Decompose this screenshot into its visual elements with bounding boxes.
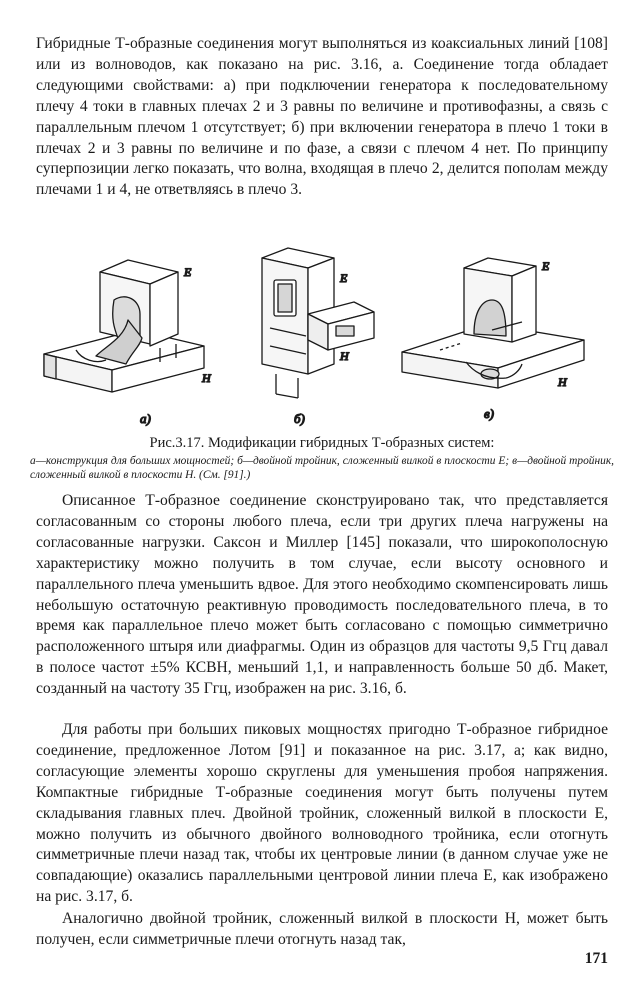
drawing-b-e-plane-folded-tee	[262, 248, 374, 398]
page-number: 171	[584, 950, 608, 967]
subfigure-label-a: а)	[140, 411, 151, 426]
figure-legend: а—конструкция для больших мощностей; б—двойной тройник, сложенный вилкой в плоскости E; в—двойной тройник, сложенный вилкой в плоскости H. (См. [91].)	[30, 455, 614, 481]
drawing-a-high-power-tee	[44, 260, 204, 392]
label-E-b: E	[340, 271, 348, 285]
label-E-a: E	[184, 265, 192, 279]
label-H-c: H	[558, 375, 567, 389]
label-E-c: E	[542, 259, 550, 273]
label-H-b: H	[340, 349, 349, 363]
figure-3-17	[36, 242, 608, 434]
subfigure-label-b: б)	[294, 411, 305, 426]
figure-caption: Рис.3.17. Модификации гибридных Т-образных систем:	[149, 435, 495, 451]
paragraph-design: Описанное Т-образное соединение сконструировано так, что представляется согласованным со стороны любого плеча, если три других плеча нагружены на согласованные нагрузки. Саксон и Миллер [145] показали, что широкополосную характеристику можно получить в том случае, если высоту основного и параллельного плеча уменьшить вдвое. Для этого необходимо скомпенсировать лишь небольшую остаточную реактивную проводимость последовательного плеча, в то время как параллельное плечо может быть согласовано с помощью симметрично расположенного штыря или диафрагмы. Один из образцов для частоты 9,5 Ггц давал в полосе частот ±5% КСВН, меньший 1,1, и направленность больше 50 дб. Макет, созданный на частоту 35 Ггц, изображен на рис. 3.16, б.	[36, 492, 608, 698]
paragraph-high-power: Для работы при больших пиковых мощностях пригодно Т-образное гибридное соединение, предложенное Лотом [91] и показанное на рис. 3.17, а; как видно, согласующие элементы хорошо скруглены для уменьшения пробоя напряжения. Компактные гибридные Т-образные соединения могут быть получены путем складывания главных плеч. Двойной тройник, сложенный вилкой в плоскости E, можно получить из обычного двойного волноводного тройника, если отогнуть симметричные плечи назад так, чтобы их центровые линии (в данном случае уже не совпадающие) оказались параллельными центровой линии плеча E, как изображено на рис. 3.17, б.	[36, 721, 608, 906]
figure-drawing	[36, 242, 608, 434]
subfigure-label-c: в)	[484, 406, 494, 421]
drawing-c-h-plane-folded-tee	[402, 258, 584, 388]
paragraph-intro: Гибридные Т-образные соединения могут выполняться из коаксиальных линий [108] или из волноводов, как показано на рис. 3.16, а. Соединение тогда обладает следующими свойствами: а) при подключении генератора к последовательному плечу 4 токи в главных плечах 2 и 3 равны по величине и противофазны, а связь с параллельным плечом 1 отсутствует; б) при включении генератора в плечо 1 токи в плечах 2 и 3 равны по величине и по фазе, а связи с плечом 4 нет. По принципу суперпозиции легко показать, что волна, входящая в плечо 2, делится пополам между плечами 1 и 4, не ответвляясь в плечо 3.	[36, 35, 608, 199]
paragraph-h-plane: Аналогично двойной тройник, сложенный вилкой в плоскости H, может быть получен, если симметричные плечи отогнуть назад так,	[36, 910, 608, 948]
label-H-a: H	[202, 371, 211, 385]
